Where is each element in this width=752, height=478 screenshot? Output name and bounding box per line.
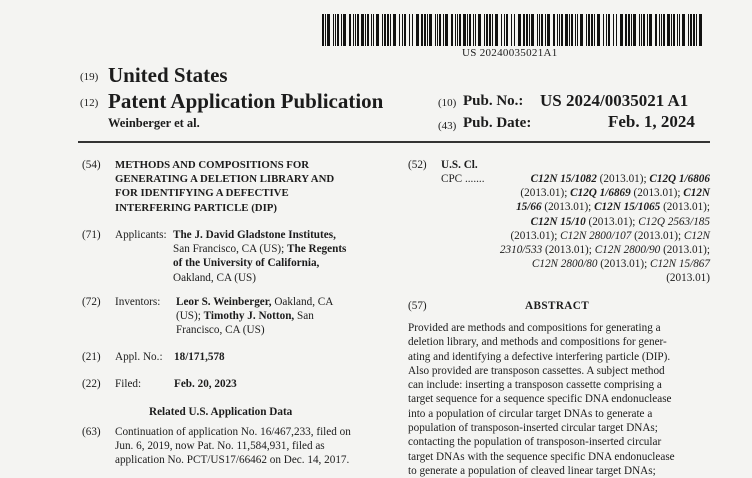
inventor-1-name: Leor S. Weinberger, (176, 296, 272, 308)
applicant-1-name: The J. David Gladstone Institutes, (173, 229, 336, 241)
code-12: (12) (80, 97, 99, 109)
cpc-code: C12N 15/1082 (530, 173, 597, 185)
abstract-code: (57) (408, 300, 427, 312)
related-heading: Related U.S. Application Data (149, 406, 293, 418)
cpc-date: (2013.01); (663, 201, 710, 214)
title-line: FOR IDENTIFYING A DEFECTIVE (115, 187, 289, 200)
continuation-code: (63) (82, 426, 101, 438)
abstract-line: target DNAs with the sequence specific DNA endonuclease (408, 450, 675, 463)
cpc-code: C12N 15/867 (650, 258, 710, 271)
applicant-2-location: Oakland, CA (US) (173, 271, 256, 284)
cpc-code: C12N (683, 229, 710, 242)
inventor-short: Weinberger et al. (108, 116, 200, 130)
abstract-heading: ABSTRACT (525, 300, 590, 312)
cpc-date: (2013.01); (588, 215, 636, 228)
cpc-block (500, 172, 710, 286)
inventor-2-location-b: Francisco, CA (US) (176, 324, 265, 337)
applicants-block (173, 228, 346, 285)
cpc-date: (2013.01); (599, 173, 647, 185)
continuation-line: Continuation of application No. 16/467,233, filed on (115, 426, 351, 438)
appl-code: (21) (82, 351, 101, 363)
uscl-code: (52) (408, 159, 427, 171)
title-line: METHODS AND COMPOSITIONS FOR (115, 159, 310, 171)
country: United States (108, 63, 228, 87)
pub-no-label: Pub. No.: (463, 93, 524, 109)
applicant-1-location: San Francisco, CA (US); (173, 243, 285, 256)
pub-date-label: Pub. Date: (463, 115, 532, 131)
cpc-code: C12N 2800/107 (560, 229, 632, 242)
inventors-block (176, 295, 333, 338)
cpc-code: C12Q 1/6869 (570, 187, 631, 200)
cpc-code: 2310/533 (499, 244, 543, 257)
cpc-code: C12Q 1/6806 (649, 173, 710, 185)
abstract-line: population of transposon-inserted circular target DNAs; (408, 422, 658, 435)
cpc-date: (2013.01); (633, 187, 681, 200)
abstract-text (408, 321, 714, 478)
barcode (322, 14, 706, 46)
cpc-code: 15/66 (516, 201, 542, 214)
abstract-line: ating and identifying a defective interfering particle (DIP). (408, 350, 671, 363)
inventors-code: (72) (82, 296, 101, 308)
filed-date: Feb. 20, 2023 (174, 378, 237, 390)
cpc-code: C12N 2800/90 (594, 244, 661, 257)
abstract-line: target sequence for a sequence specific DNA endonuclease (408, 393, 672, 406)
inventor-2-name: Timothy J. Notton, (203, 310, 295, 323)
cpc-label: CPC ....... (441, 173, 485, 185)
filed-code: (22) (82, 378, 101, 390)
inventors-label: Inventors: (115, 296, 161, 308)
filed-label: Filed: (115, 378, 142, 390)
title-code: (54) (82, 159, 101, 171)
appl-label: Appl. No.: (115, 351, 163, 363)
title-line: INTERFERING PARTICLE (DIP) (115, 201, 277, 214)
cpc-code: C12Q 2563/185 (638, 215, 710, 228)
applicant-2-name-a: The Regents (287, 243, 347, 256)
cpc-date: (2013.01); (544, 201, 592, 214)
code-43: (43) (438, 120, 457, 132)
cpc-code: C12N 2800/80 (531, 258, 598, 271)
applicant-2-name-b: of the University of California, (173, 257, 320, 270)
pub-date: Feb. 1, 2024 (608, 112, 695, 131)
cpc-date: (2013.01); (510, 229, 558, 242)
invention-title (115, 158, 334, 215)
cpc-code: C12N 15/10 (530, 215, 586, 228)
cpc-date: (2013.01); (544, 244, 592, 257)
inventor-1-location: Oakland, CA (274, 296, 334, 308)
pub-no: US 2024/0035021 A1 (540, 91, 689, 110)
applicants-code: (71) (82, 229, 101, 241)
uscl-label: U.S. Cl. (441, 159, 478, 171)
header-rule (78, 141, 710, 143)
cpc-date: (2013.01); (600, 258, 648, 271)
continuation-line: Jun. 6, 2019, now Pat. No. 11,584,931, filed as (115, 440, 325, 453)
abstract-line: can include: inserting a transposon cassette comprising a (408, 379, 662, 392)
cpc-date: (2013.01); (634, 229, 682, 242)
barcode-number: US 20240035021A1 (462, 47, 558, 59)
doc-type: Patent Application Publication (108, 89, 384, 113)
abstract-line: Provided are methods and compositions for generating a (408, 322, 661, 334)
abstract-line: contacting the population of transposon-inserted circular (408, 436, 662, 449)
title-line: GENERATING A DELETION LIBRARY AND (115, 173, 335, 186)
cpc-code: C12N (683, 187, 710, 200)
cpc-date: (2013.01); (663, 244, 710, 257)
cpc-date: (2013.01) (666, 272, 710, 285)
cpc-code: C12N 15/1065 (594, 201, 661, 214)
continuation-block (115, 425, 387, 468)
inventor-1-country: (US); (176, 310, 201, 323)
cpc-date: (2013.01); (520, 187, 568, 200)
applicants-label: Applicants: (115, 229, 167, 241)
abstract-line: deletion library, and methods and compositions for gener- (408, 336, 667, 349)
abstract-line: into a population of circular target DNAs to generate a (408, 407, 653, 420)
abstract-line: to generate a population of cleaved linear target DNAs; (408, 464, 656, 477)
abstract-line: Also provided are transposon cassettes. A subject method (408, 364, 665, 377)
continuation-line: application No. PCT/US17/66462 on Dec. 14, 2017. (115, 454, 350, 467)
code-10: (10) (438, 97, 457, 109)
code-19: (19) (80, 71, 99, 83)
inventor-2-location-a: San (297, 310, 314, 323)
appl-number: 18/171,578 (174, 351, 225, 363)
